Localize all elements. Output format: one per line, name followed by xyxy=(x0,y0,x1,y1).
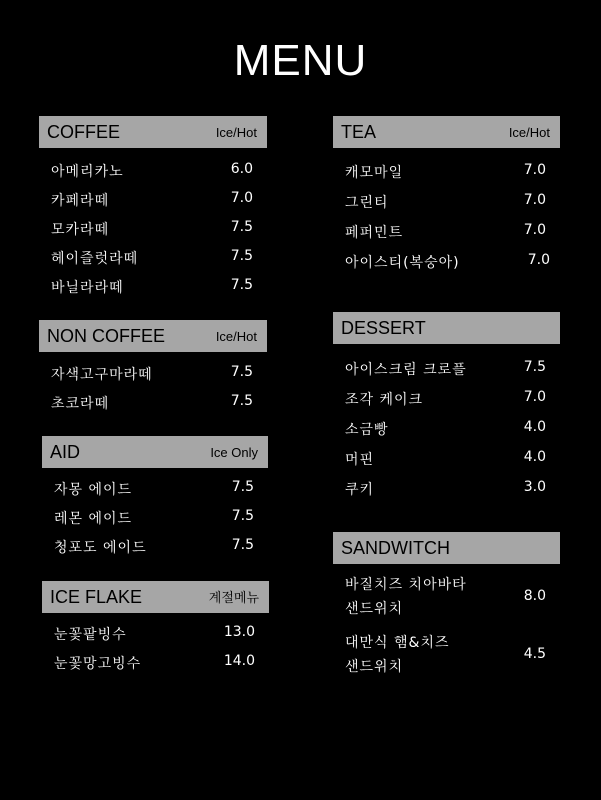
coffee-section xyxy=(39,116,267,301)
item-name: 초코라떼 xyxy=(51,396,110,412)
section-name: ICE FLAKE xyxy=(50,587,143,607)
section-note: Ice/Hot xyxy=(215,125,257,140)
item-price: 7.5 xyxy=(230,277,253,293)
item-name: 눈꽃팥빙수 xyxy=(54,627,127,643)
item-name: 청포도 에이드 xyxy=(54,540,147,556)
section-note: Ice/Hot xyxy=(215,329,257,344)
section-note: Ice/Hot xyxy=(508,125,550,140)
non-coffee-section xyxy=(39,320,267,417)
item-price: 6.0 xyxy=(230,161,253,177)
sandwich-section xyxy=(333,532,560,687)
menu-item xyxy=(333,187,560,217)
item-price: 4.0 xyxy=(523,449,546,465)
menu-item xyxy=(333,414,560,444)
menu-item xyxy=(39,272,267,301)
menu-item xyxy=(42,503,268,532)
item-name: 머핀 xyxy=(345,452,375,468)
menu-title: MENU xyxy=(233,36,368,85)
item-price: 7.0 xyxy=(523,222,546,238)
item-name: 그린티 xyxy=(345,195,389,211)
menu-item xyxy=(39,243,267,272)
item-name: 소금빵 xyxy=(345,422,389,438)
item-price: 4.5 xyxy=(523,646,546,662)
item-price: 7.5 xyxy=(230,219,253,235)
menu-item xyxy=(39,156,267,185)
item-name: 레몬 에이드 xyxy=(54,511,133,527)
item-price: 7.5 xyxy=(231,537,254,553)
dessert-header xyxy=(333,312,560,344)
ice-flake-section xyxy=(42,581,269,677)
item-name: 쿠키 xyxy=(345,482,375,498)
item-price: 7.0 xyxy=(523,389,546,405)
menu-item xyxy=(39,388,267,417)
item-name: 캐모마일 xyxy=(345,165,404,181)
item-price: 8.0 xyxy=(523,588,546,604)
item-price: 3.0 xyxy=(523,479,546,495)
section-note: 계절메뉴 xyxy=(208,590,259,605)
item-price: 7.0 xyxy=(523,162,546,178)
item-price: 7.5 xyxy=(230,393,253,409)
item-price: 7.5 xyxy=(231,508,254,524)
menu-item xyxy=(333,444,560,474)
item-name: 조각 케이크 xyxy=(345,392,424,408)
item-name: 모카라떼 xyxy=(51,222,110,238)
item-name: 페퍼민트 xyxy=(345,225,404,241)
ice-flake-header xyxy=(42,581,269,613)
item-price: 7.0 xyxy=(230,190,253,206)
aid-section xyxy=(42,436,268,561)
menu-item xyxy=(333,384,560,414)
sandwich-header xyxy=(333,532,560,564)
item-name: 바닐라라떼 xyxy=(51,280,124,296)
section-name: AID xyxy=(50,442,81,462)
item-price: 4.0 xyxy=(523,419,546,435)
menu-item xyxy=(333,354,560,384)
menu-item xyxy=(39,185,267,214)
menu-item xyxy=(333,474,560,504)
item-price: 7.5 xyxy=(523,359,546,375)
item-price: 13.0 xyxy=(223,624,255,640)
item-price: 7.5 xyxy=(231,479,254,495)
menu-item xyxy=(333,571,560,629)
section-name: DESSERT xyxy=(341,318,426,338)
section-name: COFFEE xyxy=(47,122,121,142)
section-note: Ice Only xyxy=(210,445,258,460)
item-price: 7.0 xyxy=(527,252,550,268)
item-name: 헤이즐럿라떼 xyxy=(51,251,139,267)
item-name-line1: 바질치즈 치아바타 xyxy=(345,577,467,593)
coffee-header xyxy=(39,116,267,148)
section-name: TEA xyxy=(341,122,377,142)
item-name: 아이스티(복숭아) xyxy=(345,255,460,271)
non-coffee-header xyxy=(39,320,267,352)
menu-item xyxy=(42,532,268,561)
item-name: 자몽 에이드 xyxy=(54,482,133,498)
item-name-line2: 샌드위치 xyxy=(345,659,404,675)
item-price: 14.0 xyxy=(223,653,255,669)
section-name: NON COFFEE xyxy=(47,326,166,346)
menu-item xyxy=(42,474,268,503)
menu-item xyxy=(333,217,560,247)
menu-item xyxy=(39,214,267,243)
item-price: 7.5 xyxy=(230,364,253,380)
item-name: 카페라떼 xyxy=(51,193,110,209)
dessert-section xyxy=(333,312,560,504)
item-name: 아메리카노 xyxy=(51,164,124,180)
item-price: 7.5 xyxy=(230,248,253,264)
item-name: 아이스크림 크로플 xyxy=(345,362,467,378)
aid-header xyxy=(42,436,268,468)
menu-item xyxy=(333,247,560,277)
menu-item xyxy=(39,359,267,388)
item-name-line2: 샌드위치 xyxy=(345,601,404,617)
item-name: 자색고구마라떼 xyxy=(51,367,153,383)
item-price: 7.0 xyxy=(523,192,546,208)
tea-section xyxy=(333,116,560,277)
menu-item xyxy=(333,157,560,187)
section-name: SANDWITCH xyxy=(341,538,450,558)
menu-item xyxy=(42,619,269,648)
item-name-line1: 대만식 햄&치즈 xyxy=(345,635,450,651)
tea-header xyxy=(333,116,560,148)
item-name: 눈꽃망고빙수 xyxy=(54,656,142,672)
menu-item xyxy=(42,648,269,677)
menu-item xyxy=(333,629,560,687)
